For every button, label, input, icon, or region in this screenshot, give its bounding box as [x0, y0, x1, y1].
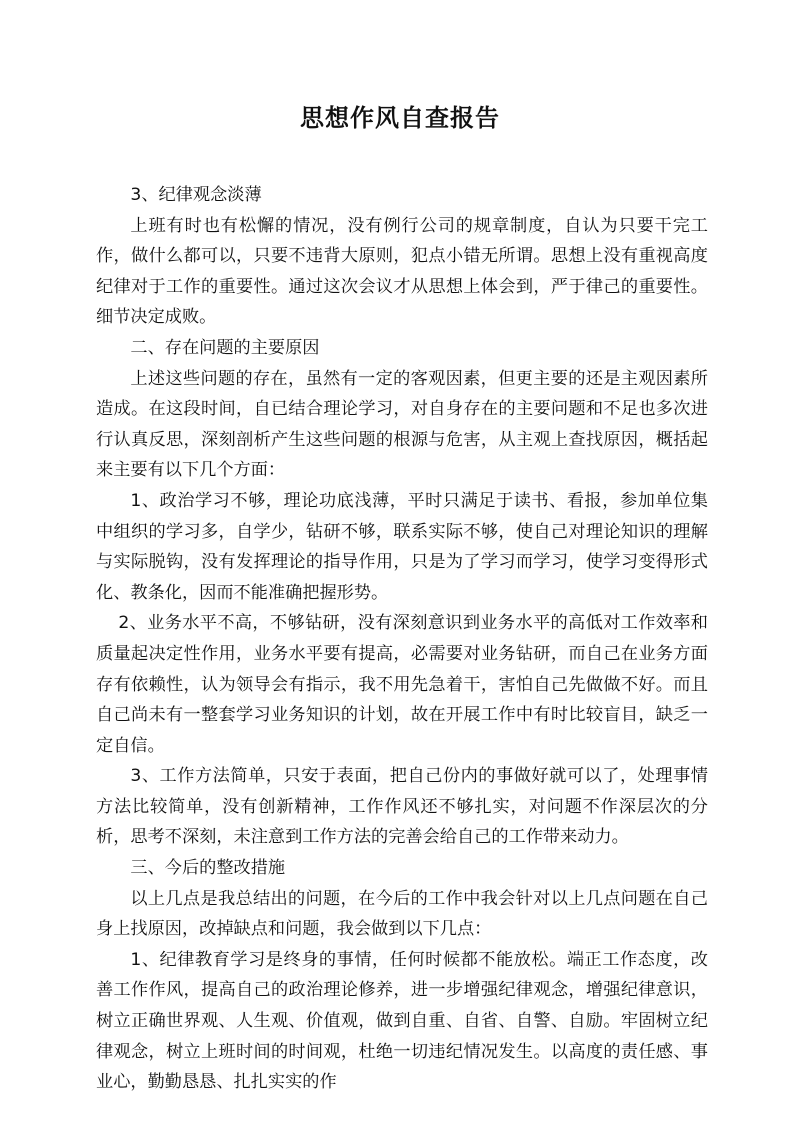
heading-main-causes: 二、存在问题的主要原因 [130, 337, 320, 358]
heading-rectification-measures: 三、今后的整改措施 [130, 858, 286, 879]
paragraph-measure-discipline-education: 1、纪律教育学习是终身的事情，任何时候都不能放松。端正工作态度，改善工作作风，提高自己的政治理论修养，进一步增强纪律观念，增强纪律意识，树立正确世界观、人生观、价值观，做到自重、自省、自警、自励。牢固树立纪律观念，树立上班时间的时间观，杜绝一切违纪情况发生。以高度的责任感、事业心，勤勤恳恳、扎扎实实的作 [96, 949, 708, 1093]
paragraph-discipline-detail: 上班有时也有松懈的情况，没有例行公司的规章制度，自认为只要干完工作，做什么都可以，只要不违背大原则，犯点小错无所谓。思想上没有重视高度纪律对于工作的重要性。通过这次会议才从思想上体会到，严于律己的重要性。细节决定成败。 [96, 215, 708, 328]
paragraph-cause-business-level: 2、业务水平不高，不够钻研，没有深刻意识到业务水平的高低对工作效率和质量起决定性作用，业务水平要有提高，必需要对业务钻研，而自己在业务方面存有依赖性，认为领导会有指示，我不用先急着干，害怕自己先做做不好。而且自己尚未有一整套学习业务知识的计划，故在开展工作中有时比较盲目，缺乏一定自信。 [96, 613, 708, 756]
paragraph-causes-intro: 上述这些问题的存在，虽然有一定的客观因素，但更主要的还是主观因素所造成。在这段时间，自已结合理论学习，对自身存在的主要问题和不足也多次进行认真反思，深刻剖析产生这些问题的根源与危害，从主观上查找原因，概括起来主要有以下几个方面： [96, 368, 708, 481]
paragraph-cause-political-study: 1、政治学习不够，理论功底浅薄，平时只满足于读书、看报，参加单位集中组织的学习多，自学少，钻研不够，联系实际不够，使自己对理论知识的理解与实际脱钩，没有发挥理论的指导作用，只是为了学习而学习，使学习变得形式化、教条化，因而不能准确把握形势。 [96, 490, 708, 603]
paragraph-measures-intro: 以上几点是我总结出的问题，在今后的工作中我会针对以上几点问题在自己身上找原因，改掉缺点和问题，我会做到以下几点： [96, 888, 708, 940]
paragraph-cause-work-method: 3、工作方法简单，只安于表面，把自己份内的事做好就可以了，处理事情方法比较简单，没有创新精神，工作作风还不够扎实，对问题不作深层次的分析，思考不深刻，未注意到工作方法的完善会给自己的工作带来动力。 [96, 766, 708, 848]
document-body [96, 180, 708, 1098]
heading-discipline-weak: 3、纪律观念淡薄 [130, 185, 262, 205]
document-title: 思想作风自查报告 [300, 104, 500, 132]
